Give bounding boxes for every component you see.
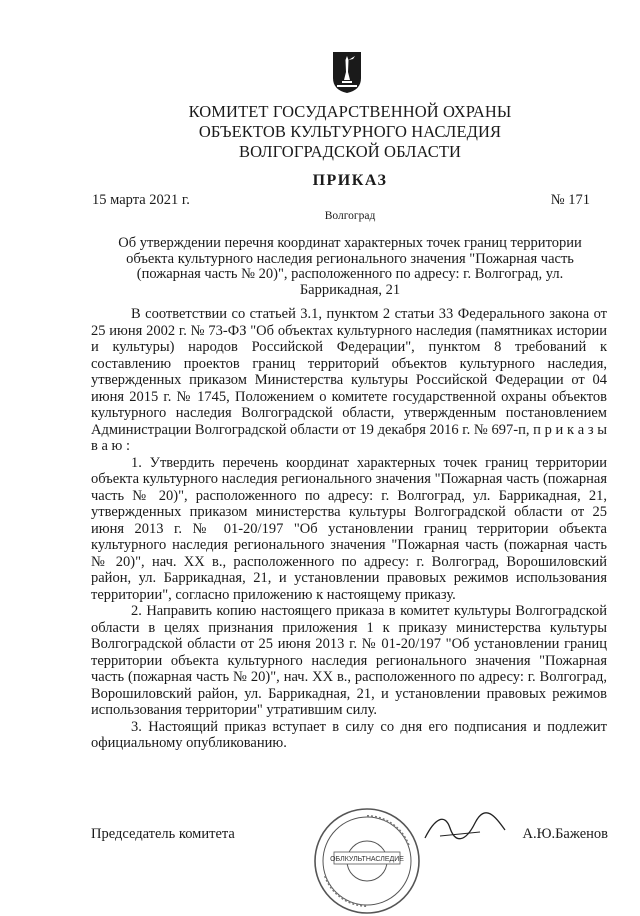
committee-line: ОБЪЕКТОВ КУЛЬТУРНОГО НАСЛЕДИЯ [198, 122, 502, 141]
signer-name: А.Ю.Баженов [522, 826, 608, 842]
committee-line: КОМИТЕТ ГОСУДАРСТВЕННОЙ ОХРАНЫ [188, 102, 512, 121]
preamble-text: В соответствии со статьей 3.1, пунктом 2 статьи 33 Федерального закона от 25 июня 2002 г. № 73-ФЗ "Об объектах культурного наследия (памятниках истории и культуры) народов Российской Федерации", пунктом 8 требований к составлению проектов границ территорий объектов культурного наследия, утвержденных приказом Министерства культуры Российской Федерации от 04 июня 2015 г. № 1745, Положением о комитете государственной охраны объектов культурного наследия Волгоградской области, утвержденным постановлением Администрации Волгоградской области от 19 декабря 2016 г. № 697-п, [91, 306, 607, 438]
volgograd-emblem-icon [331, 50, 363, 94]
handwritten-signature [420, 808, 510, 848]
order-number: № 171 [550, 192, 590, 208]
order-body [91, 306, 607, 752]
order-item: 2. Направить копию настоящего приказа в комитет культуры Волгоградской области в целях признания приложения 1 к приказу министерства культуры Волгоградской области от 25 июня 2013 г. № 01-20/197 "Об установлении границ территории объекта культурного наследия регионального значения "Пожарная часть (пожарная часть № 20)", нач. XX в., расположенного по адресу: г. Волгоград, Ворошиловский район, ул. Баррикадная, 21, и установлении правовых режимов использования территории" утратившим силу. [91, 603, 607, 718]
official-stamp [312, 806, 422, 916]
committee-name [150, 102, 550, 162]
preamble-paragraph [91, 306, 607, 455]
order-city: Волгоград [324, 210, 376, 222]
order-date: 15 марта 2021 г. [92, 192, 190, 208]
order-item: 1. Утвердить перечень координат характерных точек границ территории объекта культурного наследия регионального значения "Пожарная часть (пожарная часть № 20)", расположенного по адресу: г. Волгоград, ул. Баррикадная, 21, утвержденных приказом министерства культуры Волгоградской области от 25 июня 2013 г. № 01-20/197 "Об установлении границ территории объекта культурного наследия регионального значения "Пожарная часть (пожарная часть № 20)", нач. XX в., расположенного по адресу: г. Волгоград, Ворошиловский район, ул. Баррикадная, 21, и установлении правовых режимов использования территории", согласно приложению к настоящему приказу. [91, 454, 607, 603]
signer-title: Председатель комитета [91, 826, 235, 842]
committee-line: ВОЛГОГРАДСКОЙ ОБЛАСТИ [238, 142, 462, 161]
order-subject: Об утверждении перечня координат характерных точек границ территории объекта культурного наследия регионального значения "Пожарная часть (пожарная часть № 20)", расположенного по адресу: г. Волгоград, ул. Баррикадная, 21 [118, 235, 582, 298]
stamp-text: ОБЛКУЛЬТНАСЛЕДИЕ [330, 856, 404, 863]
order-word: п р и к а з ы в а ю : [91, 421, 607, 454]
document-title: ПРИКАЗ [312, 172, 388, 189]
order-item: 3. Настоящий приказ вступает в силу со дня его подписания и подлежит официальному опубликованию. [91, 718, 607, 751]
